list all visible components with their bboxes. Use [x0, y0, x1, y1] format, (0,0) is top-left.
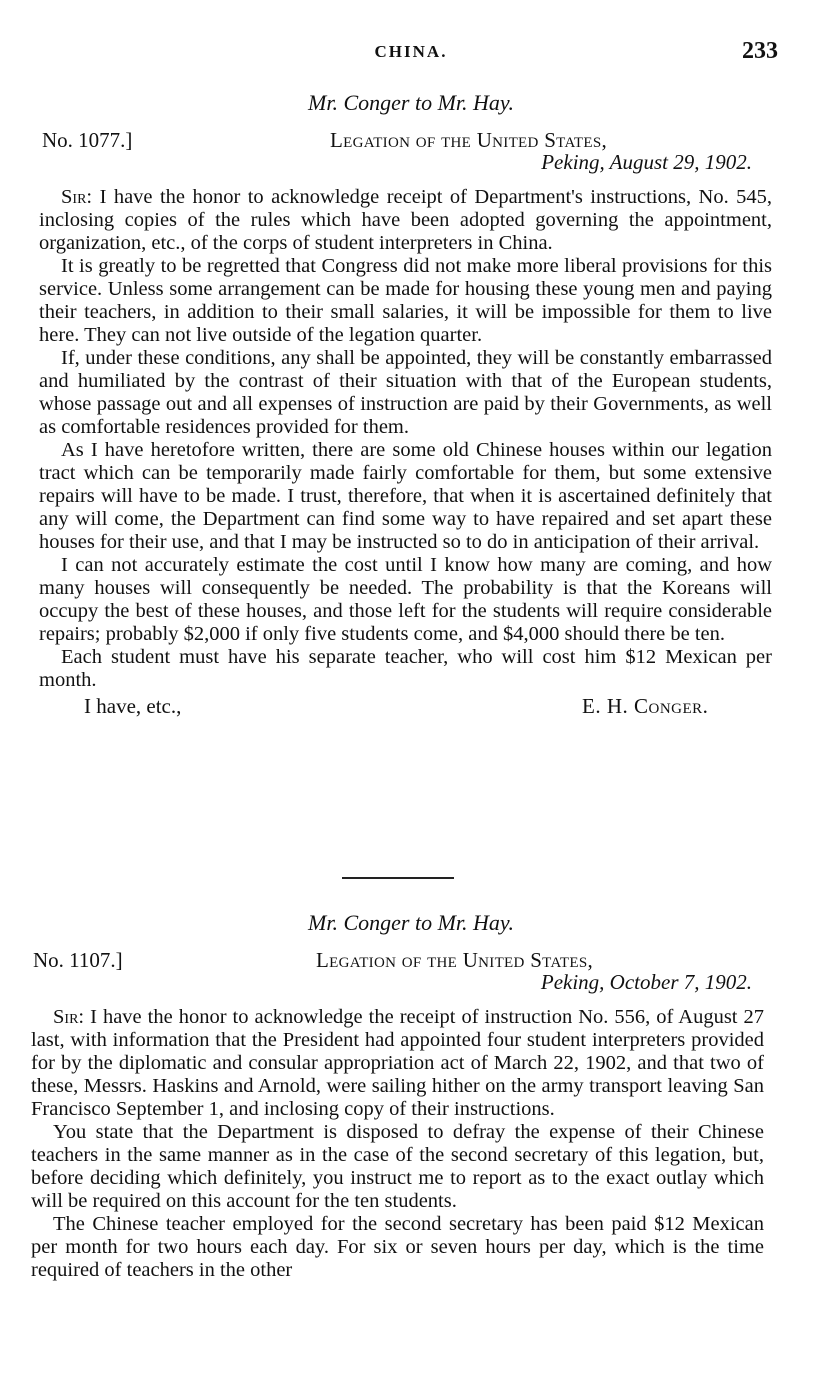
letter-1107: [0, 908, 822, 1282]
letter-body: [31, 1006, 764, 1282]
paragraph: I can not accurately estimate the cost until I know how many are coming, and how many houses will consequently be needed. The probability is that the Koreans will occupy the best of these houses, and those left for the students will require considerable repairs; probably $2,000 if only five students come, and $4,000 should there be ten.: [39, 554, 772, 645]
salutation: Sir:: [61, 186, 93, 208]
legation-line: Legation of the United States,: [330, 128, 608, 152]
paragraph: [39, 186, 772, 255]
place-date: Peking, August 29, 1902.: [541, 150, 752, 174]
closing-row: [0, 694, 822, 720]
paragraph: [31, 1006, 764, 1121]
paragraph: You state that the Department is disposed to defray the expense of their Chinese teachers in the same manner as in the case of the second secretary of this legation, but, before deciding which definitely, you instruct me to report as to the exact outlay which will be required on this account for the ten students.: [31, 1121, 764, 1212]
letter-header: [0, 128, 822, 186]
paragraph: If, under these conditions, any shall be appointed, they will be constantly embarrassed and humiliated by the contrast of their situation with that of the European students, whose passage out and all expenses of instruction are paid by their Governments, as well as comfortable residences provided for them.: [39, 347, 772, 438]
letter-header: [0, 948, 822, 1006]
letter-heading: Mr. Conger to Mr. Hay.: [308, 90, 514, 115]
letter-body: [39, 186, 772, 692]
letter-heading: Mr. Conger to Mr. Hay.: [308, 910, 514, 935]
closing-phrase: I have, etc.,: [84, 694, 182, 718]
paragraph: As I have heretofore written, there are some old Chinese houses within our legation tract which can be temporarily made fairly comfortable for them, but some extensive repairs will have to be made. I trust, therefore, that when it is ascertained definitely that any will come, the Department can find some way to have repaired and set apart these houses for their use, and that I may be instructed so to do in anticipation of their arrival.: [39, 439, 772, 553]
document-number: No. 1107.]: [33, 948, 123, 972]
paragraph: Each student must have his separate teacher, who will cost him $12 Mexican per month.: [39, 646, 772, 691]
paragraph-text: I have the honor to acknowledge receipt of Department's instructions, No. 545, inclosing copies of the rules which have been adopted governing the appointment, organization, etc., of the corps of student interpreters in China.: [39, 186, 773, 254]
signature: E. H. Conger.: [582, 694, 709, 718]
section-divider: [342, 877, 454, 879]
page-number: 233: [742, 38, 778, 64]
letter-1077: [0, 88, 822, 720]
running-title: CHINA.: [374, 42, 448, 61]
running-head: [0, 38, 822, 68]
document-number: No. 1077.]: [42, 128, 133, 152]
place-date: Peking, October 7, 1902.: [540, 970, 752, 994]
paragraph-text: I have the honor to acknowledge the receipt of instruction No. 556, of August 27 last, with information that the President had appointed four student interpreters provided for by the diplomatic and consular appropriation act of March 22, 1902, and that two of these, Messrs. Haskins and Arnold, were sailing hither on the army transport leaving San Francisco September 1, and inclosing copy of their instructions.: [31, 1006, 764, 1120]
salutation: Sir:: [53, 1006, 85, 1028]
legation-line: Legation of the United States,: [316, 948, 594, 972]
paragraph: The Chinese teacher employed for the second secretary has been paid $12 Mexican per month for two hours each day. For six or seven hours per day, which is the time required of teachers in the other: [31, 1213, 764, 1281]
paragraph: It is greatly to be regretted that Congress did not make more liberal provisions for this service. Unless some arrangement can be made for housing these young men and paying their teachers, in addition to their small salaries, it will be impossible for them to live here. They can not live outside of the legation quarter.: [39, 255, 772, 346]
